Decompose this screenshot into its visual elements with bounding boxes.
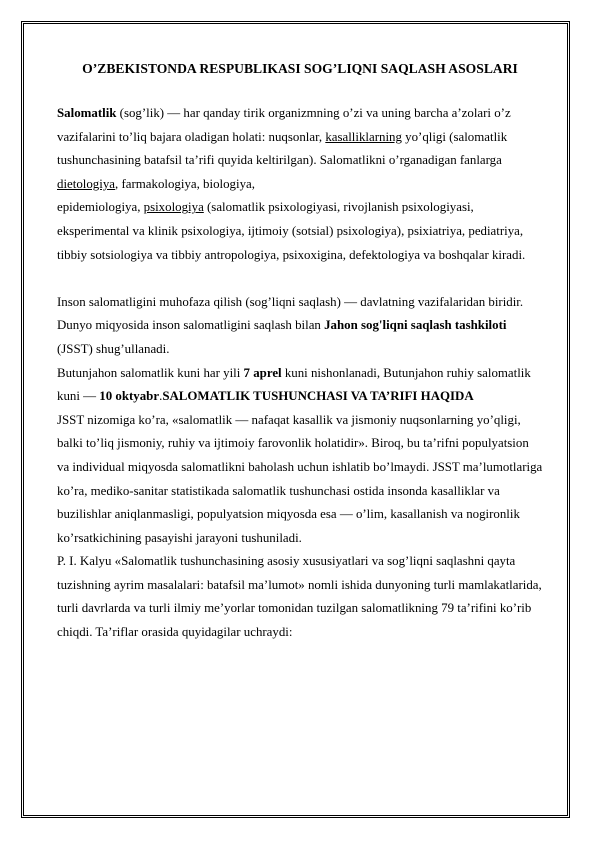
paragraph-salomatlik — [57, 102, 543, 267]
paragraph-jsst-nizomi: JSST nizomiga ko’ra, «salomatlik — nafaqat kasallik va jismoniy nuqsonlarning yo’qligi, balki to’liq jismoniy, ruhiy va ijtimoiy farovonlik holatidir». Biroq, bu ta’rifni populyatsion va individual miqyosda salomatlikni baholash uchun ishlatib bo’lmaydi. JSST ma’lumotlariga ko’ra, mediko-sanitar statistikada salomatlik tushunchasi ostida insonda kasalliklar va buzilishlar aniqlanmasligi, populyatsion miqyosda esa — o’lim, kasallanish va nogironlik ko’rsatkichining pasayishi jarayoni tushuniladi. — [57, 412, 543, 545]
paragraph-salomatlik-kuni — [57, 362, 543, 409]
paragraph-kalyu: P. I. Kalyu «Salomatlik tushunchasining asosiy xususiyatlari va sog’liqni saqlashni qayta tuzishning ayrim masalalari: batafsil ma’lumot» nomli ishida dunyoning turli mamlakatlarida, turli davrlarda va turli ilmiy me’yorlar tomonidan tuzilgan salomatlikning 79 ta’rifini ko’rib chiqdi. Ta’riflar orasida quyidagilar uchraydi: — [57, 554, 542, 640]
section-heading: SALOMATLIK TUSHUNCHASI VA TA’RIFI HAQIDA — [162, 389, 474, 404]
paragraph-text: , farmakologiya, biologiya, — [115, 176, 255, 191]
paragraph-text: Inson salomatligini muhofaza qilish (sog’liqni saqlash) — davlatning vazifalaridan biridir. Dunyo miqyosida inson salomatligini saqlash bilan — [57, 294, 524, 333]
term-salomatlik: Salomatlik — [57, 106, 117, 120]
date-7-aprel: 7 aprel — [243, 365, 282, 380]
link-kasalliklarning[interactable]: kasalliklarning — [325, 129, 402, 144]
paragraph-text: Butunjahon salomatlik kuni har yili — [57, 365, 244, 380]
paragraph-text: (sog’lik) — har qanday tirik organizmning o’zi va uning barcha a’zolari o’z vazifalarini to’liq bajara oladigan holati: nuqsonlar, — [57, 106, 511, 144]
paragraph-sogliqni-saqlash — [57, 291, 543, 362]
paragraph-text: kuni nishonlanadi, Butunjahon ruhiy salomatlik kuni — — [57, 365, 531, 404]
organization-name: Jahon sog'liqni saqlash tashkiloti — [324, 318, 507, 333]
paragraph-text: (salomatlik psixologiyasi, rivojlanish psixologiyasi, eksperimental va klinik psixologiya, ijtimoiy (sotsial) psixologiya), psixiatriya, pediatriya, tibbiy sotsiologiya va tibbiy antropologiya, psixoxigina, defektologiya va boshqalar kiradi. — [57, 200, 526, 262]
paragraph-spacer — [57, 267, 543, 291]
document-title: O’ZBEKISTONDA RESPUBLIKASI SOG’LIQNI SAQLASH ASOSLARI — [82, 61, 518, 76]
paragraph-text: yo’qligi (salomatlik tushunchasining batafsil ta’rifi quyida keltirilgan). Salomatlikni o’rganadigan fanlarga — [57, 129, 508, 168]
paragraph-text: . — [159, 389, 163, 404]
paragraph-text: epidemiologiya, — [57, 200, 144, 215]
link-dietologiya[interactable]: dietologiya — [57, 176, 115, 191]
paragraph-text: (JSST) shug’ullanadi. — [57, 341, 170, 356]
document-body — [57, 49, 543, 645]
link-psixologiya[interactable]: psixologiya — [143, 200, 204, 215]
date-10-oktyabr: 10 oktyabr — [99, 389, 160, 404]
